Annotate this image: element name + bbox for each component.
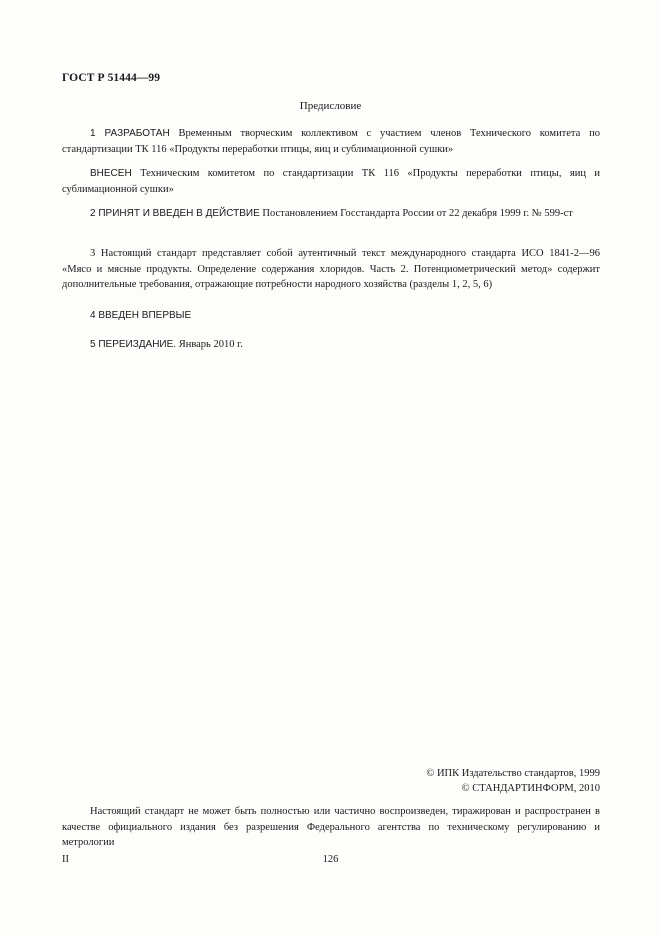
copyright-line-1: © ИПК Издательство стандартов, 1999 xyxy=(426,768,600,779)
paragraph-lead: 5 ПЕРЕИЗДАНИЕ. xyxy=(90,339,177,350)
paragraph-text: Временным творческим коллективом с участием членов Технического комитета по стандартизации ТК 116 «Продукты переработки птицы, яиц и сублимационной сушки» xyxy=(62,128,600,155)
page-number: 126 xyxy=(322,854,339,865)
paragraph-text: 3 Настоящий стандарт представляет собой аутентичный текст международного стандарта ИСО 1841-2—96 «Мясо и мясные продукты. Определение содержания хлоридов. Часть 2. Потенциометрический метод» содержит дополнительные требования, отражающие потребности народного хозяйства (разделы 1, 2, 5, 6) xyxy=(62,248,600,290)
reproduction-notice: Настоящий стандарт не может быть полностью или частично воспроизведен, тиражирован и распространен в качестве официального издания без разрешения Федерального агентства по техническому регулированию и метрологии xyxy=(62,806,600,848)
paragraph-authentic-text xyxy=(62,246,600,293)
paragraph-introduced xyxy=(62,166,600,197)
paragraph-reissue xyxy=(62,337,600,353)
paragraph-text: Техническим комитетом по стандартизации ТК 116 «Продукты переработки птицы, яиц и сублимационной сушки» xyxy=(62,168,600,195)
paragraph-lead: ВНЕСЕН xyxy=(90,168,132,179)
paragraph-adopted xyxy=(62,206,600,222)
paragraph-text: Постановлением Госстандарта России от 22 декабря 1999 г. № 599-ст xyxy=(259,208,573,219)
paragraph-lead: 2 ПРИНЯТ И ВВЕДЕН В ДЕЙСТВИЕ xyxy=(90,208,260,219)
paragraph-text: Январь 2010 г. xyxy=(176,339,243,350)
paragraph-lead: 1 РАЗРАБОТАН xyxy=(90,128,170,139)
paragraph-lead: 4 ВВЕДЕН ВПЕРВЫЕ xyxy=(90,310,192,321)
page-title: Предисловие xyxy=(299,100,362,112)
document-code: ГОСТ Р 51444—99 xyxy=(62,72,161,84)
paragraph-developed xyxy=(62,126,600,157)
roman-page-number: II xyxy=(62,854,69,865)
paragraph-first-introduced xyxy=(62,308,600,324)
copyright-line-2: © СТАНДАРТИНФОРМ, 2010 xyxy=(461,783,600,794)
